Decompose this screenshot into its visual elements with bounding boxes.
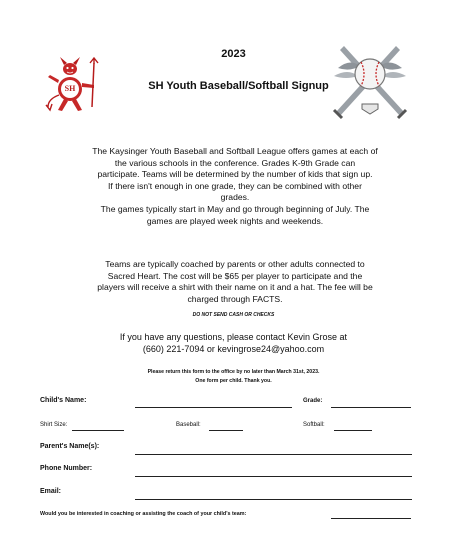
logo-monogram: SH: [64, 84, 76, 93]
league-description: [40, 146, 430, 227]
shirt-size-label: Shirt Size:: [40, 422, 68, 428]
text-line: The Kaysinger Youth Baseball and Softball League offers games at each of: [92, 146, 378, 156]
grade-field[interactable]: [331, 407, 411, 408]
shirt-size-field[interactable]: [72, 430, 124, 431]
text-line: grades.: [220, 192, 250, 203]
email-field[interactable]: [135, 499, 412, 500]
no-cash-note: DO NOT SEND CASH OR CHECKS: [192, 312, 275, 318]
baseball-label: Baseball:: [176, 422, 201, 428]
devil-mascot-logo: [42, 55, 102, 113]
softball-field[interactable]: [334, 430, 372, 431]
email-label: Email:: [40, 488, 62, 495]
phone-label: Phone Number:: [40, 465, 93, 472]
parents-name-label: Parent's Name(s):: [40, 443, 100, 450]
childs-name-label: Child's Name:: [40, 397, 87, 404]
baseball-field[interactable]: [209, 430, 243, 431]
one-form-note: One form per child. Thank you.: [195, 378, 272, 384]
baseball-bats-logo: [330, 38, 410, 120]
coach-question-label: Would you be interested in coaching or assisting the coach of your child's team:: [40, 511, 247, 517]
text-line: participate. Teams will be determined by the number of kids that sign up.: [97, 169, 373, 180]
text-line: charged through FACTS.: [187, 293, 283, 304]
childs-name-field[interactable]: [135, 407, 292, 408]
text-line: games are played week nights and weekends.: [146, 215, 324, 226]
text-line: Sacred Heart. The cost will be $65 per player to participate and the: [107, 270, 363, 281]
year-heading: 2023: [221, 48, 246, 60]
text-line: Teams are typically coached by parents or other adults connected to: [105, 259, 365, 269]
text-line: the various schools in the conference. Grades K-9th Grade can: [114, 157, 356, 168]
text-line: players will receive a shirt with their name on it and a hat. The fee will be: [97, 282, 373, 293]
contact-info: [0, 331, 467, 355]
parents-name-field[interactable]: [135, 454, 412, 455]
text-line: If there isn't enough in one grade, they can be combined with other: [108, 180, 362, 191]
return-deadline: Please return this form to the office by no later than March 31st, 2023.: [147, 369, 320, 375]
phone-field[interactable]: [135, 476, 412, 477]
page-title: SH Youth Baseball/Softball Signup: [148, 80, 329, 92]
grade-label: Grade:: [303, 398, 323, 404]
return-instructions: [0, 368, 467, 386]
softball-label: Softball:: [303, 422, 325, 428]
text-line: The games typically start in May and go through beginning of July. The: [100, 203, 370, 214]
contact-line: If you have any questions, please contact Kevin Grose at: [119, 332, 348, 342]
coaching-and-fee-info: [40, 259, 430, 305]
coach-interest-field[interactable]: [331, 518, 411, 519]
contact-phone-email: (660) 221-7094 or kevingrose24@yahoo.com: [142, 344, 325, 354]
